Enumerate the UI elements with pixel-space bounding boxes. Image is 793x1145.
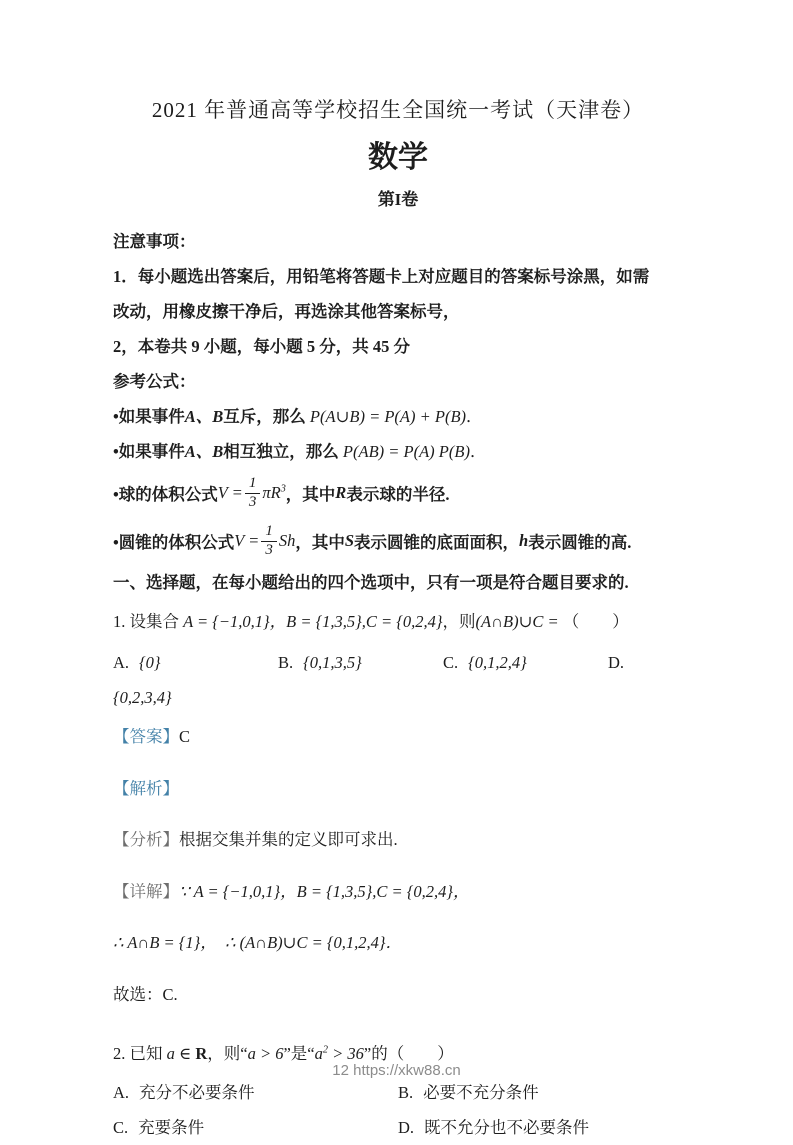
question-2-options-row-2 xyxy=(113,1110,683,1145)
fraction-one-third: $\frac{1}{3}$ xyxy=(261,524,277,559)
formula-sphere-volume: •球的体积公式 V = $\frac{1}{3}$ $\pi R^3$ ，其中 R 表示球的半径. xyxy=(113,474,450,510)
analysis-heading: 【解析】 xyxy=(113,778,179,798)
option-b: B. 必要不充分条件 xyxy=(398,1083,539,1102)
note-item-2: 2，本卷共 9 小题，每小题 5 分，共 45 分 xyxy=(113,337,410,356)
option-b: B. {0,1,3,5} xyxy=(278,653,362,672)
volume-title: 第I卷 xyxy=(377,190,419,209)
page-footer: 12 https://xkw88.cn xyxy=(332,1062,461,1079)
note-item-1-line-1: 1．每小题选出答案后，用铅笔将答题卡上对应题目的答案标号涂黑，如需 xyxy=(113,267,650,286)
formula-heading: 参考公式： xyxy=(113,372,196,391)
analysis-summary: 【分析】根据交集并集的定义即可求出. xyxy=(113,830,398,849)
question-1-stem: 1. 设集合 A = {−1,0,1}，B = {1,3,5},C = {0,2,4}，则(A∩B)∪C = （ ） xyxy=(113,612,629,631)
detailed-solution-line-1: 【详解】∵ A = {−1,0,1}，B = {1,3,5},C = {0,2,4}， xyxy=(113,881,470,901)
option-c: C. {0,1,2,4} xyxy=(443,653,527,672)
detailed-solution-line-2: ∴ A∩B = {1}， ∴ (A∩B)∪C = {0,1,2,4}． xyxy=(113,933,402,952)
notes-heading: 注意事项： xyxy=(113,232,196,251)
formula-independent: •如果事件A、B相互独立，那么 P(AB) = P(A) P(B)． xyxy=(113,442,487,461)
option-d-label: D. xyxy=(608,653,625,672)
question-1-options xyxy=(113,645,683,680)
fraction-one-third: $\frac{1}{3}$ xyxy=(245,476,261,511)
question-2-stem: 2. 已知 a ∈ R，则“a > 6”是“$a^2 > 36$”的（ ） xyxy=(113,1044,454,1063)
formula-cone-volume: •圆锥的体积公式 V = $\frac{1}{3}$ Sh ，其中 S 表示圆锥的底面面积， h 表示圆锥的高. xyxy=(113,522,632,558)
note-item-1-line-2: 改动，用橡皮擦干净后，再选涂其他答案标号， xyxy=(113,302,460,321)
option-d-value: {0,2,3,4} xyxy=(113,688,172,707)
question-2-options-row-1 xyxy=(113,1075,683,1110)
option-a: A. 充分不必要条件 xyxy=(113,1083,255,1102)
answer-block xyxy=(113,719,683,754)
formula-mutually-exclusive: •如果事件A、B互斥，那么 P(A∪B) = P(A) + P(B)． xyxy=(113,407,483,426)
subject-title: 数学 xyxy=(368,141,428,174)
answer-label: 【答案】 xyxy=(113,727,179,746)
option-c: C. 充要条件 xyxy=(113,1118,205,1137)
conclusion: 故选：C. xyxy=(113,984,178,1004)
section-1-heading: 一、选择题，在每小题给出的四个选项中，只有一项是符合题目要求的. xyxy=(113,573,629,592)
option-d: D. 既不允分也不必要条件 xyxy=(398,1118,590,1137)
option-a: A. {0} xyxy=(113,653,161,672)
page-title: 2021 年普通高等学校招生全国统一考试（天津卷） xyxy=(151,98,645,122)
answer-value: C xyxy=(179,727,191,746)
